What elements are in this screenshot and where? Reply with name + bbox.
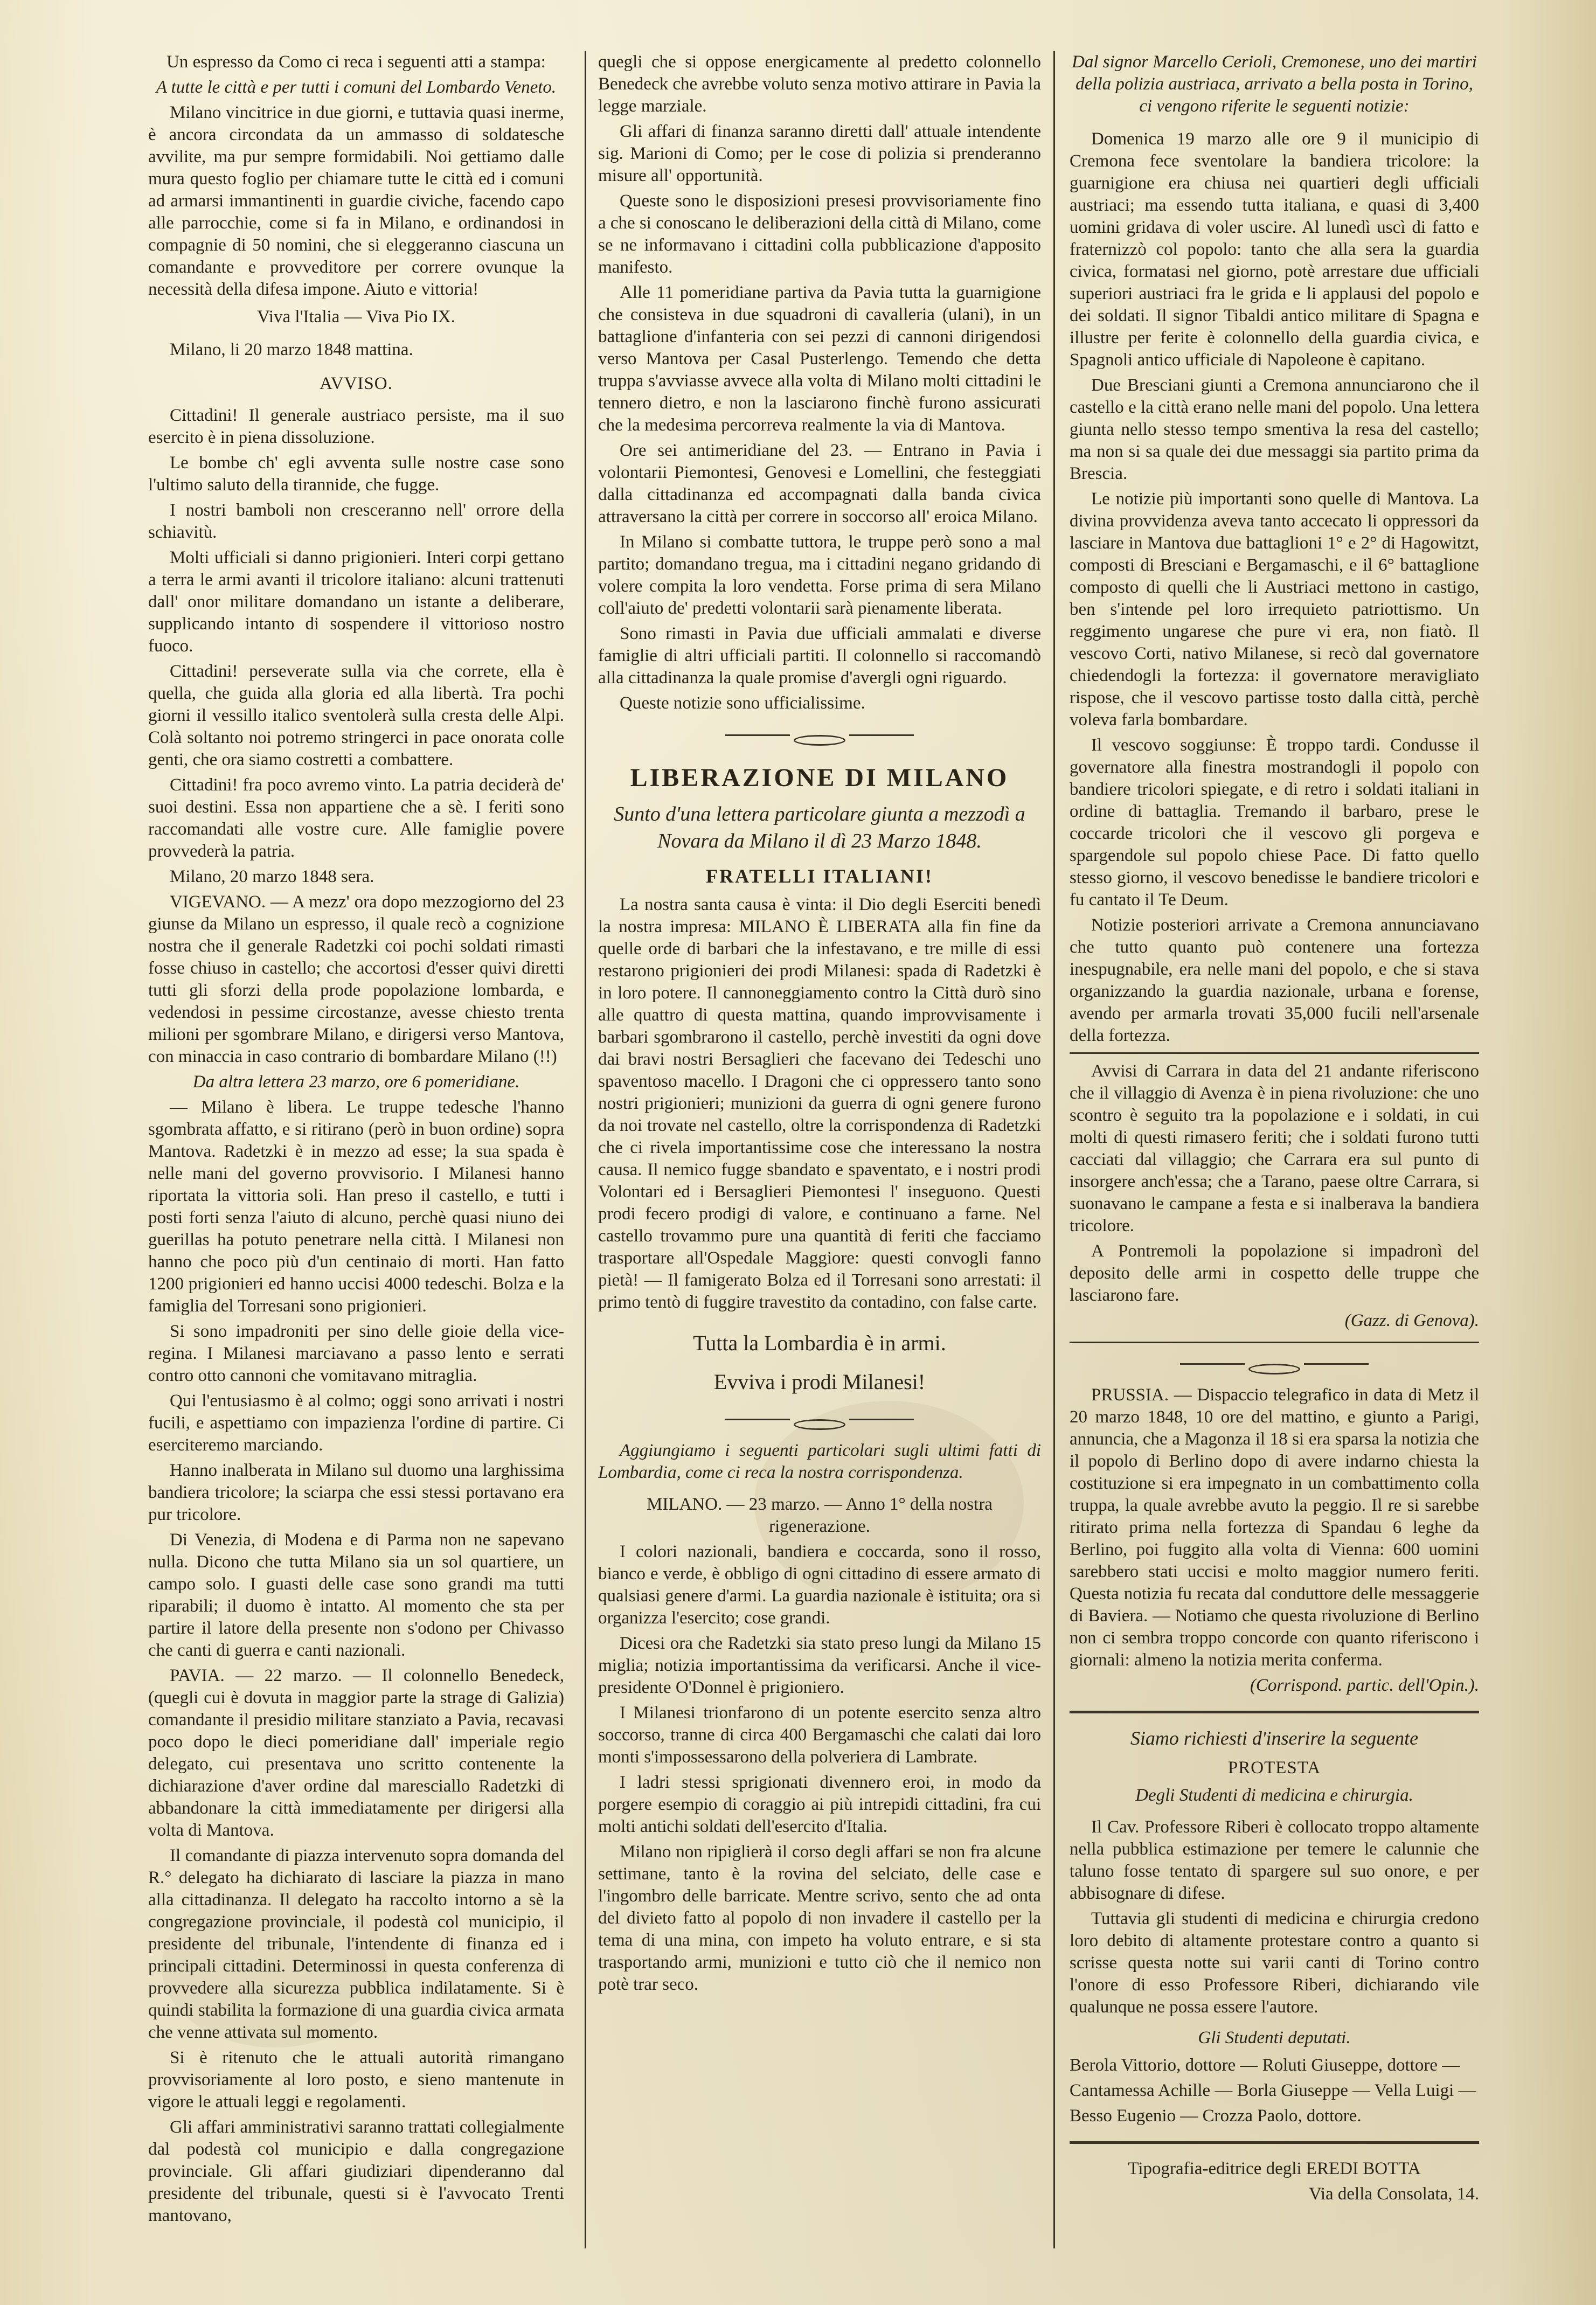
- signers-line: Berola Vittorio, dottore — Roluti Giuseppe, dottore —: [1070, 2056, 1460, 2075]
- pavia-paragraph: Queste notizie sono ufficialissime.: [620, 693, 865, 713]
- appeal-paragraph: Milano vincitrice in due giorni, e tuttavia quasi inerme, è ancora circondata da un ammasso di soldatesche avvilite, ma pur sempre formidabili. Noi gettiamo dalle mura questo foglio per chiamare tutte le città ed i comuni ad armarsi immantinenti in guardie civiche, facendo capo alle parrocchie, come si fa in Milano, e ordinandosi in compagnie di 50 nomini, che si eleggeranno ciascuna un comandante e provveditore per correre ovunque la necessità della difesa impone. Aiuto e vittoria!: [148, 103, 564, 299]
- protesta-paragraph: Il Cav. Professore Riberi è collocato troppo altamente nella pubblica estimazione per temere le calunnie che taluno fosse tentato di spargere sul suo onore, e per abbisognare di difese.: [1070, 1817, 1479, 1903]
- protesta-subheading: Degli Studenti di medicina e chirurgia.: [1135, 1786, 1413, 1805]
- ornament-divider: [1070, 1358, 1479, 1369]
- carrara-paragraph: Avvisi di Carrara in data del 21 andante riferiscono che il villaggio di Avenza è in piena rivoluzione: che uno scontro è seguito tra la popolazione e i soldati, in cui molti di questi rimasero feriti; che i soldati furono tutti cacciati dal villaggio; che Carrara era sul punto di insorgere anch'essa; che a Tarano, paese oltre Carrara, si suonavano le campane a festa e si inalberava la bandiera tricolore.: [1070, 1061, 1479, 1235]
- lombardia-shout: Tutta la Lombardia è in armi.: [693, 1331, 946, 1355]
- carrara-box: [1070, 1052, 1479, 1343]
- pavia-paragraph: Gli affari amministrativi saranno trattati collegialmente dal podestà col municipio e dalla congregazione provinciale. Gli affari giudiziari dipenderanno dal presidente del tribunale, questi si è l'avvocato Trenti mantovano,: [148, 2117, 564, 2225]
- column-left: [148, 51, 564, 2248]
- avviso-paragraph: I nostri bamboli non cresceranno nell' orrore della schiavitù.: [148, 501, 564, 542]
- ornament-divider: [598, 730, 1041, 740]
- pavia-continuation: quegli che si oppose energicamente al predetto colonnello Benedeck che avrebbe voluto senza motivo attirare in Pavia la legge marziale.: [598, 52, 1041, 116]
- fratelli-heading: FRATELLI ITALIANI!: [706, 865, 933, 887]
- avviso-heading: AVVISO.: [320, 374, 393, 393]
- milano-paragraph: I Milanesi trionfarono di un potente esercito senza altro soccorso, tranne di circa 400 Bergamaschi che calati dai loro monti s'impossessarono della polveriera di Lambrate.: [598, 1703, 1041, 1767]
- signers-line: Cantamessa Achille — Borla Giuseppe — Vella Luigi —: [1070, 2081, 1476, 2100]
- viva-line: Viva l'Italia — Viva Pio IX.: [257, 307, 455, 327]
- liberation-paragraph: — Milano è libera. Le truppe tedesche l'hanno sgombrata affatto, e si ritirano (però in buon ordine) sopra Mantova. Radetzki è in mezzo ad esse; la sua spada è nelle mani del governo provvisorio. I Milanesi hanno riportata la vittoria soli. Han preso il castello, e tutti i posti forti senza l'aiuto di alcuno, perchè quasi niuno dei guerillas ha potuto penetrare nella città. I Milanesi non hanno che poco più d'un centinaio di morti. Han fatto 1200 prigionieri ed hanno uccisi 4000 tedeschi. Bolza e la famiglia del Torresani sono prigionieri.: [148, 1098, 564, 1316]
- liberation-paragraph: Qui l'entusiasmo è al colmo; oggi sono arrivati i nostri fucili, e aspettiamo con impazienza l'ordine di partire. Ci eserciteremo marciando.: [148, 1391, 564, 1455]
- liberation-letter: La nostra santa causa è vinta: il Dio degli Eserciti benedì la nostra impresa: MILANO È LIBERATA alla fin fine da quelle orde di barbari che la infestavano, e tre mille di essi restarono prigionieri dei prodi Milanesi: spada di Radetzki è in loro potere. Il cannoneggiamento contro la Città durò sino alle quattro di questa mattina, quando improvvisamente i barbari sgombrarono il castello, perchè investiti da ogni dove dai bravi nostri Bersaglieri che facevano dei Tedeschi uno spaventoso macello. I Dragoni che ci oppressero tanto sono nostri prigionieri; munizioni da guerra di ogni genere furono da noi trovate nel castello, oltre la corrispondenza di Radetzki che ci rivela importantissime cose che interessano la nostra causa. Il nemico fugge sbandato e spaventato, e i nostri prodi Volontari ed i Bersaglieri Piemontesi l' inseguono. Questi prodi fecero prodigi di valore, e continuano a farne. Nel castello trovammo pure una quantità di feriti che facciamo trasportare all'Ospedale Maggiore: questi convogli fanno pietà! — Il famigerato Bolza ed il Torresani sono arrestati: il primo tentò di fuggire travestito da contadino, con false carte.: [598, 895, 1041, 1312]
- section-rule: [1070, 1711, 1479, 1713]
- pavia-paragraph: PAVIA. — 22 marzo. — Il colonnello Benedeck, (quegli cui è dovuta in maggior parte la strage di Galizia) comandante il presidio militare stanziato a Pavia, recavasi poco dopo le dieci pomeridiane dall' imperiale regio delegato, cui presentava uno scritto contenente la dichiarazione d'aver ordine dal maresciallo Radetzki di abbandonare la città immediatamente per dirigersi alla volta di Mantova.: [148, 1666, 564, 1840]
- protesta-paragraph: Tuttavia gli studenti di medicina e chirurgia credono loro debito di altamente protestare contro a quanto si scrisse questa notte sui varii canti di Torino contro l'onore di esso Professore Riberi, dichiarando vile qualunque ne possa essere l'autore.: [1070, 1909, 1479, 2017]
- liberation-paragraph: Di Venezia, di Modena e di Parma non ne sapevano nulla. Dicono che tutta Milano sia un sol quartiere, un campo solo. I guasti delle case sono grandi ma tutti riparabili; il duomo è intatto. Al momento che sta per partire il latore della presente non s'odono per Chivasso che canti di guerra e canti nazionali.: [148, 1530, 564, 1660]
- signers-line: Besso Eugenio — Crozza Paolo, dottore.: [1070, 2106, 1362, 2126]
- avviso-paragraph: Cittadini! Il generale austriaco persiste, ma il suo esercito è in piena dissoluzione.: [148, 406, 564, 447]
- avviso-paragraph: Molti ufficiali si danno prigionieri. Interi corpi gettano a terra le armi avanti il tricolore italiano: alcuni trattenuti dall' onor militare domandano un istante a deliberare, supplicando intanto di sospendere il vittorioso nostro fuoco.: [148, 548, 564, 656]
- column-right: [1070, 51, 1479, 2248]
- carrara-source: (Gazz. di Genova).: [1344, 1311, 1479, 1330]
- printer-address: Via della Consolata, 14.: [1308, 2184, 1479, 2204]
- printer-line: Tipografia-editrice degli EREDI BOTTA: [1128, 2159, 1421, 2178]
- cremona-paragraph: Due Bresciani giunti a Cremona annunciarono che il castello e la città erano nelle mani del popolo. Una lettera giunta nello stesso tempo smentiva la resa del castello; ma non si sa quale dei due messaggi sia partito prima da Brescia.: [1070, 376, 1479, 483]
- milano-dateline: MILANO. — 23 marzo. — Anno 1° della nostra rigenerazione.: [647, 1495, 993, 1536]
- letter-subheading: Da altra lettera 23 marzo, ore 6 pomeridiane.: [192, 1072, 520, 1092]
- column-divider: [585, 51, 586, 2248]
- mantova-paragraph: Le notizie più importanti sono quelle di Mantova. La divina provvidenza aveva tanto accecato li oppressori da lasciare in Mantova due battaglioni 1° e 2° di Hagowitzt, composti di Bresciani e Bergamaschi, e il 6° battaglione composto di quelli che li Austriaci mettono in castigo, ben s'intende pel loro irrequieto patriottismo. Un reggimento ungarese che pure vi era, non fiatò. Il vescovo Corti, nativo Milanese, si recò dal governatore chiedendogli la fortezza: il governatore meravigliato rispose, che il vescovo partisse tosto dalla città, perchè voleva farla bombardare.: [1070, 489, 1479, 730]
- richiesti-line: Siamo richiesti d'inserire la seguente: [1130, 1727, 1419, 1749]
- liberation-subtitle: Sunto d'una lettera particolare giunta a mezzodì a Novara da Milano il dì 23 Marzo 1848.: [614, 803, 1025, 852]
- como-intro: Un espresso da Como ci reca i seguenti atti a stampa:: [166, 52, 546, 72]
- column-middle: [598, 51, 1041, 2248]
- carrara-paragraph: A Pontremoli la popolazione si impadronì del deposito delle armi in cospetto delle truppe che lasciarono fare.: [1070, 1241, 1479, 1305]
- mantova-paragraph: Il vescovo soggiunse: È troppo tardi. Condusse il governatore alla finestra mostrandogli il popolo con bandiere tricolori spiegate, e di retro i soldati italiani in ordine di battaglia. Tremando il barbaro, prese le coccarde tricolori che il vescovo gli porgeva e spargendole sul popolo chiese Pace. Di fatto quello stesso giorno, il vescovo benedisse le bandiere tricolori e fu cantato il Te Deum.: [1070, 735, 1479, 909]
- prussia-source: (Corrispond. partic. dell'Opin.).: [1250, 1676, 1479, 1695]
- milano-paragraph: Milano non ripiglierà il corso degli affari se non fra alcune settimane, tanto è la rovina del selciato, delle case e l'ingombro delle barricate. Mentre scrivo, sento che ad onta del divieto fatto al popolo di non invadere il castello per la tema di una mina, con impeto ha voluto entrare, e si sta trasportando armi, munizioni e tutto ciò che il nemico non potè trar seco.: [598, 1842, 1041, 1994]
- deputati-line: Gli Studenti deputati.: [1198, 2028, 1351, 2047]
- evviva-shout: Evviva i prodi Milanesi!: [713, 1370, 926, 1394]
- liberation-paragraph: Hanno inalberata in Milano sul duomo una larghissima bandiera tricolore; la sciarpa che essi stessi portavano era pur tricolore.: [148, 1461, 564, 1524]
- liberation-paragraph: Si sono impadroniti per sino delle gioie della vice-regina. I Milanesi marciavano a passo lento e serrati contro otto cannoni che vomitavano mitraglia.: [148, 1322, 564, 1385]
- dateline: Milano, li 20 marzo 1848 mattina.: [170, 340, 413, 359]
- signers-block: [1070, 2054, 1479, 2127]
- pavia-paragraph: Gli affari di finanza saranno diretti dall' attuale intendente sig. Marioni di Como; per le cose di polizia si prenderanno misure all' opportunità.: [598, 122, 1041, 185]
- ornament-divider: [598, 1414, 1041, 1425]
- milano-paragraph: Dicesi ora che Radetzki sia stato preso lungi da Milano 15 miglia; notizia importantissima da verificarsi. Anche il vice-presidente O'Donnel è prigioniero.: [598, 1634, 1041, 1697]
- mantova-paragraph: Notizie posteriori arrivate a Cremona annunciavano che tutto quanto può contenere una fortezza inespugnabile, era nelle mani del popolo, e che si stava organizzando la guardia nazionale, urbana e forense, avendo per armarla trovati 35,000 fucili nell'arsenale della fortezza.: [1070, 915, 1479, 1045]
- protesta-heading: PROTESTA: [1227, 1758, 1321, 1778]
- pavia-paragraph: In Milano si combatte tuttora, le truppe però sono a mal partito; domandano tregua, ma i cittadini negano gridando di volere compita la loro vendetta. Forse prima di sera Milano coll'aiuto de' predetti volontarii sarà pienamente liberata.: [598, 532, 1041, 618]
- avviso-paragraph: Cittadini! perseverate sulla via che correte, ella è quella, che guida alla gloria ed alla libertà. Tra pochi giorni il vessillo italico sventolerà sulla cresta delle Alpi. Colà soltanto noi potremo stringerci in pace onorata colle genti, che ora siamo costretti a combattere.: [148, 662, 564, 769]
- milano-paragraph: I colori nazionali, bandiera e coccarda, sono il rosso, bianco e verde, è obbligo di ogni cittadino di essere armato di qualsiasi genere d'armi. La guardia nazionale è istituita; ora si organizza l'esercito; cose grandi.: [598, 1542, 1041, 1628]
- pavia-paragraph: Sono rimasti in Pavia due ufficiali ammalati e diverse famiglie di altri ufficiali partiti. Il colonnello si raccomandò alla cittadinanza la quale promise d'avergli ogni riguardo.: [598, 624, 1041, 688]
- pavia-paragraph: Si è ritenuto che le attuali autorità rimangano provvisoriamente al loro posto, e sieno mantenute in vigore le attuali leggi e regolamenti.: [148, 2048, 564, 2112]
- column-divider: [1053, 51, 1055, 2248]
- address-line: A tutte le città e per tutti i comuni del Lombardo Veneto.: [156, 78, 557, 97]
- pavia-paragraph: Il comandante di piazza intervenuto sopra domanda del R.° delegato ha dichiarato di lasciare la piazza in mano alla cittadinanza. Il delegato ha raccolto intorno a sè la congregazione provinciale, il podestà col municipio, il presidente del tribunale, l'intendente di finanza ed i principali cittadini. Determinossi in questa conferenza di provvedere alla sicurezza pubblica indilatamente. Si è quindi stabilita la formazione di una guardia civica armata che venne attivata sul momento.: [148, 1846, 564, 2042]
- cerioli-intro: Dal signor Marcello Cerioli, Cremonese, uno dei martiri della polizia austriaca, arrivato a bella posta in Torino, ci vengono riferite le seguenti notizie:: [1072, 52, 1477, 116]
- vigevano-paragraph: VIGEVANO. — A mezz' ora dopo mezzogiorno del 23 giunse da Milano un espresso, il quale recò a cognizione nostra che il generale Radetzki coi pochi soldati rimasti fosse chiuso in castello; che accortosi d'esser quivi diretti tutti gli sforzi della prode popolazione lombarda, e vedendosi in pessime circostanze, avesse chiesto trenta milioni per sgombrare Milano, e dirigersi verso Mantova, con minaccia in caso contrario di bombardare Milano (!!): [148, 892, 564, 1066]
- pavia-paragraph: Alle 11 pomeridiane partiva da Pavia tutta la guarnigione che consisteva in due squadroni di cavalleria (ulani), in un battaglione d'infanteria con sei pezzi di cannoni dirigendosi verso Mantova per Casal Pusterlengo. Temendo che detta truppa s'avviasse avvece alla volta di Milano molti cittadini le tennero dietro, e non la lasciarono finchè furono assicurati che la medesima percorreva realmente la via di Mantova.: [598, 283, 1041, 435]
- dateline: Milano, 20 marzo 1848 sera.: [170, 867, 374, 886]
- avviso-paragraph: Le bombe ch' egli avventa sulle nostre case sono l'ultimo saluto della tirannide, che fugge.: [148, 453, 564, 495]
- prussia-paragraph: PRUSSIA. — Dispaccio telegrafico in data di Metz il 20 marzo 1848, 10 ore del mattino, e giunto a Parigi, annuncia, che a Magonza il 18 si era sparsa la notizia che il popolo di Berlino dopo di avere indarno chiesta la costituzione si era impegnato in un combattimento colla truppa, la quale avrebbe avuto la peggio. Il re si sarebbe ritirato prima nella fortezza di Spandau 6 leghe da Berlino, poi fuggito alla volta di Vienna: 600 uomini sarebbero stati uccisi e molto maggior numero feriti. Questa notizia fu recata dal conduttore delle messaggerie di Baviera. — Notiamo che questa rivoluzione di Berlino non ci sembra troppo concorde con quanto riferiscono i giornali: almeno la notizia merita conferma.: [1070, 1385, 1479, 1670]
- liberation-title: LIBERAZIONE DI MILANO: [630, 763, 1009, 792]
- pavia-paragraph: Queste sono le disposizioni presesi provvisoriamente fino a che si conoscano le deliberazioni della città di Milano, come se ne informavano i cittadini colla pubblicazione d'apposito manifesto.: [598, 191, 1041, 277]
- section-rule: [1070, 2141, 1479, 2144]
- avviso-paragraph: Cittadini! fra poco avremo vinto. La patria deciderà de' suoi destini. Essa non appartiene che a sè. I feriti sono raccomandati alle vostre cure. Alle famiglie povere provvederà la patria.: [148, 775, 564, 861]
- pavia-paragraph: Ore sei antimeridiane del 23. — Entrano in Pavia i volontarii Piemontesi, Genovesi e Lomellini, che festeggiati dalla cittadinanza ed accompagnati dalla banda civica attraversano la città per correre in soccorso all' eroica Milano.: [598, 441, 1041, 526]
- cremona-paragraph: Domenica 19 marzo alle ore 9 il municipio di Cremona fece sventolare la bandiera tricolore: la guarnigione era chiusa nei quartieri degli ufficiali austriaci; ma essendo tutta italiana, e quasi di 3,400 uomini gridava di voler uscire. Al lunedì uscì di fatto e fraternizzò col popolo: tanto che alla sera la guardia civica, formatasi nel giorno, potè arrestare due ufficiali superiori austriaci fra le grida e li applausi del popolo e dei soldati. Il signor Tibaldi antico militare di Spagna e illustre per ferite è colonnello della guardia civica, e Spagnoli antico ufficiale di Napoleone è capitano.: [1070, 129, 1479, 370]
- aggiungiamo-note: Aggiungiamo i seguenti particolari sugli ultimi fatti di Lombardia, come ci reca la nostra corrispondenza.: [598, 1441, 1041, 1482]
- milano-paragraph: I ladri stessi sprigionati divennero eroi, in modo da porgere esempio di coraggio ai più intrepidi cittadini, fra cui molti antichi soldati dell'esercito d'Italia.: [598, 1773, 1041, 1836]
